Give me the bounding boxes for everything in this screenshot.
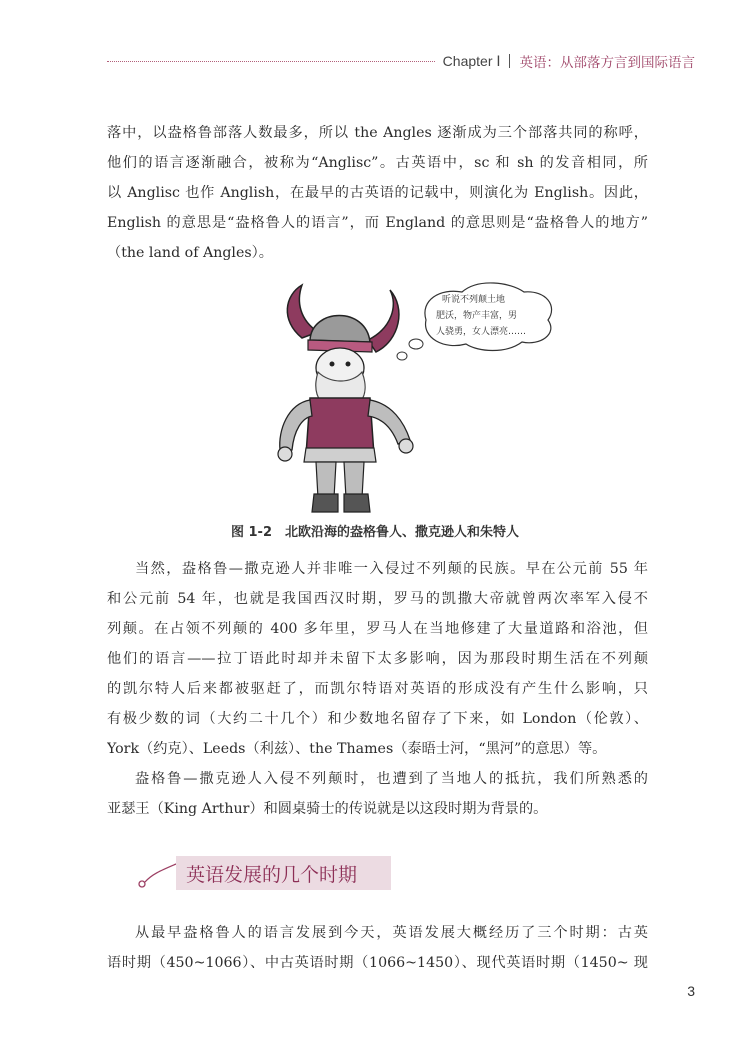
left-boot — [312, 494, 338, 512]
paragraph-3 — [107, 764, 648, 824]
left-leg — [316, 462, 336, 498]
text-line: 他们的语言逐渐融合，被称为“Anglisc”。古英语中，sc 和 sh 的发音相同，所 — [107, 155, 648, 171]
right-fist — [399, 439, 413, 453]
text-line: 列颠。在占领不列颠的 400 多年里，罗马人在当地修建了大量道路和浴池，但 — [107, 621, 648, 637]
figure-caption: 图 1-2 北欧沿海的盎格鲁人、撒克逊人和朱特人 — [230, 525, 519, 540]
section-heading-ornament-icon — [138, 856, 178, 892]
text-line: 落中，以盎格鲁部落人数最多，所以 the Angles 逐渐成为三个部落共同的称呼， — [107, 125, 648, 141]
paragraph-1 — [107, 118, 648, 268]
thought-dot-medium — [409, 339, 423, 349]
text-line: 语时期（450~1066）、中古英语时期（1066~1450）、现代英语时期（1450~ 现 — [107, 955, 648, 971]
left-eye — [330, 362, 335, 367]
thought-dot-small — [397, 352, 407, 360]
text-line: 有极少数的词（大约二十几个）和少数地名留存了下来，如 London（伦敦）、 — [107, 711, 648, 727]
right-horn — [368, 290, 399, 352]
thought-text-line: 肥沃，物产丰富，男 — [436, 311, 518, 321]
text-line: 以 Anglisc 也作 Anglish，在最早的古英语的记载中，则演化为 English。因此， — [107, 185, 648, 201]
page-number: 3 — [687, 983, 695, 999]
chapter-label: Chapter Ⅰ — [442, 52, 501, 69]
right-leg — [344, 462, 364, 498]
thought-text-line: 人骁勇，女人漂亮…… — [436, 327, 527, 337]
text-line: 和公元前 54 年，也就是我国西汉时期，罗马的凯撒大帝就曾两次率军入侵不 — [107, 591, 648, 607]
text-line: 的凯尔特人后来都被驱赶了，而凯尔特语对英语的形成没有产生什么影响，只 — [107, 681, 648, 697]
chapter-title: 英语：从部落方言到国际语言 — [519, 55, 695, 71]
running-header — [107, 50, 695, 72]
right-eye — [346, 362, 351, 367]
belt — [304, 448, 376, 462]
viking-drawing — [240, 280, 560, 520]
text-line: 亚瑟王（King Arthur）和圆桌骑士的传说就是以这段时期为背景的。 — [107, 801, 548, 817]
paragraph-4 — [107, 918, 648, 978]
thought-text-line: 听说不列颠土地 — [442, 295, 506, 305]
text-line: 他们的语言——拉丁语此时却并未留下太多影响，因为那段时期生活在不列颠 — [107, 651, 648, 667]
header-dotted-rule — [107, 61, 435, 62]
text-line: （the land of Angles）。 — [107, 245, 273, 261]
text-line: 当然，盎格鲁—撒克逊人并非唯一入侵过不列颠的民族。早在公元前 55 年 — [135, 561, 648, 577]
text-line: 从最早盎格鲁人的语言发展到今天，英语发展大概经历了三个时期：古英 — [135, 925, 648, 941]
viking-illustration — [240, 280, 560, 520]
text-line: English 的意思是“盎格鲁人的语言”，而 England 的意思则是“盎格鲁人的地方” — [107, 215, 648, 231]
header-separator — [509, 54, 510, 68]
left-fist — [278, 447, 292, 461]
text-line: York（约克）、Leeds（利兹）、the Thames（泰晤士河，“黑河”的意思）等。 — [107, 741, 607, 757]
right-boot — [344, 494, 370, 512]
tunic — [306, 398, 374, 455]
right-arm — [368, 400, 410, 444]
helmet — [310, 316, 370, 343]
paragraph-2 — [107, 554, 648, 764]
text-line: 盎格鲁—撒克逊人入侵不列颠时，也遭到了当地人的抵抗，我们所熟悉的 — [135, 771, 648, 787]
section-heading-text: 英语发展的几个时期 — [186, 864, 358, 886]
